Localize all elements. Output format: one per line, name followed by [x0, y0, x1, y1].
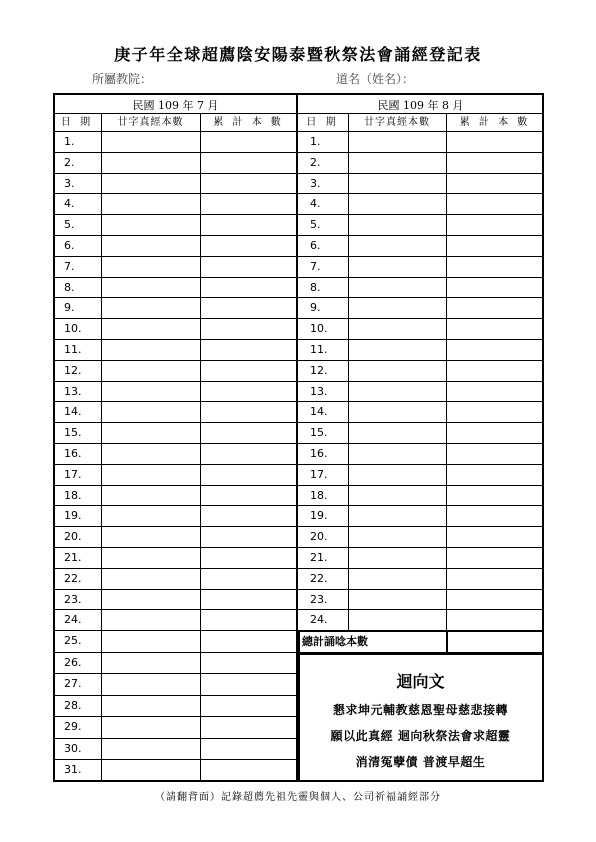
july-row-date: 25.	[64, 634, 82, 647]
grid-line	[296, 214, 544, 215]
august-row-date: 10.	[310, 322, 328, 335]
grid-line	[296, 505, 544, 506]
grid-line	[53, 630, 296, 631]
july-month-header: 民國 109 年 7 月	[132, 99, 219, 112]
grid-line	[53, 360, 296, 361]
grid-line	[53, 277, 296, 278]
july-col-total: 累 計 本 數	[213, 117, 284, 128]
august-row-date: 4.	[310, 197, 321, 210]
july-row-date: 21.	[64, 551, 82, 564]
grid-line	[53, 759, 296, 760]
july-row-date: 18.	[64, 489, 82, 502]
grid-line	[296, 256, 544, 257]
july-row-date: 6.	[64, 239, 75, 252]
grid-line	[53, 214, 296, 215]
dedication-line: 消清冤孽債 普渡早超生	[355, 755, 486, 769]
grid-line	[53, 589, 296, 590]
august-row-date: 12.	[310, 364, 328, 377]
grid-line	[296, 235, 544, 236]
form-title: 庚子年全球超薦陰安陽泰暨秋祭法會誦經登記表	[114, 45, 482, 64]
july-row-date: 30.	[64, 742, 82, 755]
grid-line	[53, 609, 296, 610]
grid-line	[296, 193, 544, 194]
grid-line	[446, 113, 447, 632]
august-row-date: 20.	[310, 530, 328, 543]
august-col-total: 累 計 本 數	[459, 117, 531, 128]
grid-line	[53, 339, 296, 340]
grid-line	[53, 547, 296, 548]
grid-line	[53, 568, 296, 569]
grid-line	[53, 256, 296, 257]
august-row-date: 5.	[310, 218, 321, 231]
august-row-date: 18.	[310, 489, 328, 502]
july-row-date: 9.	[64, 301, 75, 314]
grid-line	[53, 173, 296, 174]
august-row-date: 1.	[310, 135, 321, 148]
july-row-date: 3.	[64, 177, 75, 190]
august-row-date: 21.	[310, 551, 328, 564]
july-row-date: 4.	[64, 197, 75, 210]
july-row-date: 27.	[64, 677, 82, 690]
august-col-count: 廿字真經本數	[364, 117, 430, 128]
grid-line	[53, 695, 296, 696]
grid-line	[53, 193, 296, 194]
august-row-date: 22.	[310, 572, 328, 585]
grid-line	[296, 360, 544, 361]
august-row-date: 17.	[310, 468, 328, 481]
grid-line	[53, 297, 296, 298]
grid-line	[296, 173, 544, 174]
july-row-date: 10.	[64, 322, 82, 335]
august-row-date: 19.	[310, 509, 328, 522]
july-row-date: 8.	[64, 281, 75, 294]
july-row-date: 16.	[64, 447, 82, 460]
grid-line	[296, 485, 544, 486]
grid-line	[296, 339, 544, 340]
july-row-date: 29.	[64, 720, 82, 733]
grid-line	[53, 422, 296, 423]
july-row-date: 13.	[64, 385, 82, 398]
grid-line	[53, 235, 296, 236]
grid-line	[53, 505, 296, 506]
grid-line	[53, 318, 296, 319]
august-row-date: 3.	[310, 177, 321, 190]
august-row-date: 24.	[310, 613, 328, 626]
dedication-title: 迴向文	[396, 672, 445, 691]
july-row-date: 31.	[64, 763, 82, 776]
july-row-date: 2.	[64, 156, 75, 169]
summary-label: 總計誦唸本數	[302, 635, 368, 648]
july-col-count: 廿字真經本數	[117, 117, 184, 128]
july-row-date: 26.	[64, 656, 82, 669]
dedication-line: 懇求坤元輔教慈恩聖母慈悲接轉	[332, 703, 508, 717]
july-row-date: 11.	[64, 343, 82, 356]
footer-note: （請翻背面）記錄超薦先祖先靈與個人、公司祈福誦經部分	[155, 792, 441, 803]
dedication-line: 願以此真經 迴向秋祭法會求超靈	[330, 729, 511, 743]
grid-line	[296, 526, 544, 527]
july-row-date: 1.	[64, 135, 75, 148]
grid-line	[53, 673, 296, 674]
july-row-date: 14.	[64, 405, 82, 418]
grid-line	[53, 652, 296, 653]
july-row-date: 28.	[64, 699, 82, 712]
grid-line	[296, 401, 544, 402]
july-row-date: 22.	[64, 572, 82, 585]
grid-line	[53, 526, 296, 527]
grid-line	[296, 381, 544, 382]
august-month-header: 民國 109 年 8 月	[377, 99, 464, 112]
grid-line	[296, 297, 544, 298]
august-row-date: 16.	[310, 447, 328, 460]
july-row-date: 19.	[64, 509, 82, 522]
grid-line	[53, 443, 296, 444]
grid-line	[53, 464, 296, 465]
name-label: 道名（姓名）：	[336, 72, 415, 86]
august-row-date: 23.	[310, 593, 328, 606]
dedication-box	[298, 653, 543, 782]
temple-label: 所屬教院：	[92, 72, 153, 86]
grid-line	[348, 113, 349, 632]
grid-line	[296, 152, 544, 153]
august-row-date: 8.	[310, 281, 321, 294]
august-row-date: 2.	[310, 156, 321, 169]
grid-line	[53, 485, 296, 486]
grid-line	[296, 589, 544, 590]
grid-line	[296, 609, 544, 610]
grid-line	[53, 716, 296, 717]
august-row-date: 6.	[310, 239, 321, 252]
grid-line	[53, 401, 296, 402]
july-row-date: 7.	[64, 260, 75, 273]
grid-line	[53, 152, 296, 153]
august-row-date: 11.	[310, 343, 328, 356]
grid-line	[296, 318, 544, 319]
grid-line	[296, 443, 544, 444]
august-row-date: 13.	[310, 385, 328, 398]
grid-line	[446, 630, 448, 652]
july-row-date: 23.	[64, 593, 82, 606]
grid-line	[296, 464, 544, 465]
august-row-date: 15.	[310, 426, 328, 439]
july-row-date: 15.	[64, 426, 82, 439]
grid-line	[296, 630, 544, 632]
july-row-date: 12.	[64, 364, 82, 377]
august-col-date: 日 期	[306, 117, 339, 128]
july-row-date: 20.	[64, 530, 82, 543]
july-row-date: 17.	[64, 468, 82, 481]
grid-line	[53, 738, 296, 739]
july-row-date: 5.	[64, 218, 75, 231]
grid-line	[296, 422, 544, 423]
july-row-date: 24.	[64, 613, 82, 626]
grid-line	[296, 547, 544, 548]
august-row-date: 7.	[310, 260, 321, 273]
grid-line	[53, 381, 296, 382]
july-col-date: 日 期	[60, 117, 94, 128]
grid-line	[296, 568, 544, 569]
august-row-date: 14.	[310, 405, 328, 418]
august-row-date: 9.	[310, 301, 321, 314]
grid-line	[296, 277, 544, 278]
